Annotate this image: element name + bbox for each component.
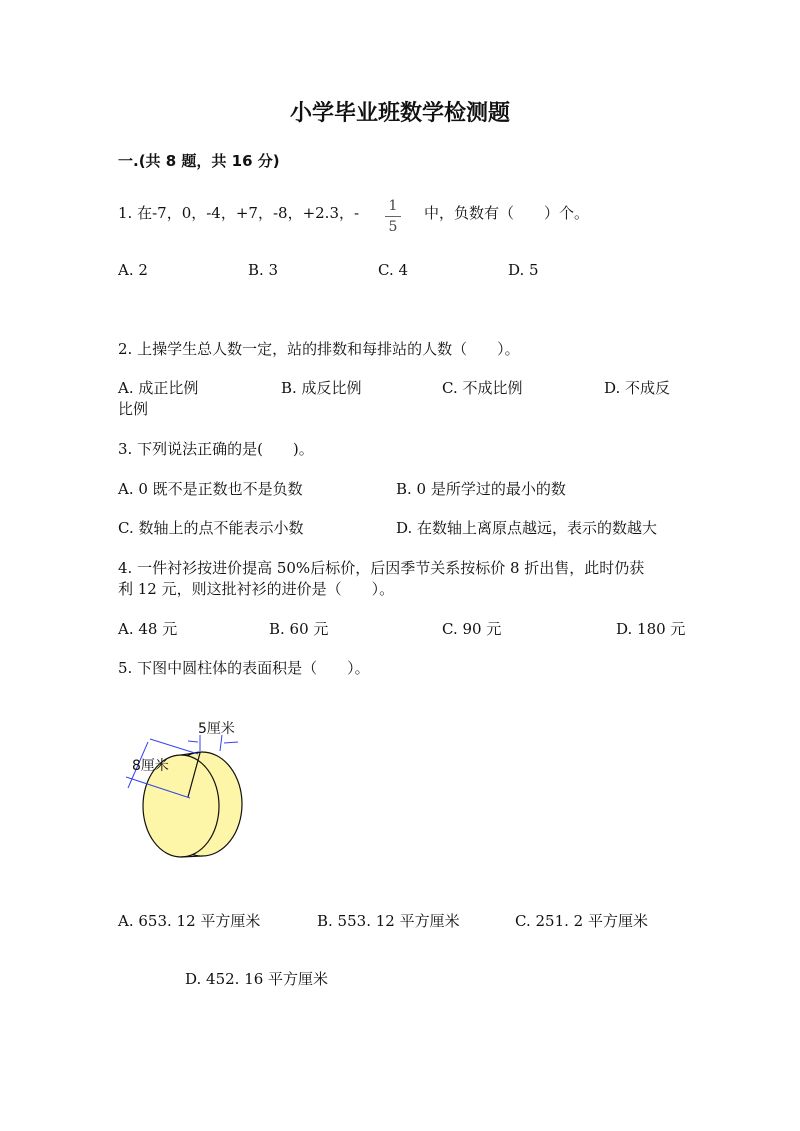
fraction-bar [385,216,401,217]
question-1-option-a[interactable]: A. 2 [118,261,148,279]
question-5-option-d[interactable]: D. 452. 16 平方厘米 [185,970,329,988]
fraction-numerator: 1 [388,198,398,214]
dimension-tick-5cm-right [220,735,222,751]
question-1-fraction [385,198,401,235]
question-4-line-1: 4. 一件衬衫按进价提高 50%后标价，后因季节关系按标价 8 折出售，此时仍获 [118,559,645,577]
fraction-denominator: 5 [388,219,398,235]
question-3-text: 3. 下列说法正确的是( )。 [118,440,314,458]
question-4-option-c[interactable]: C. 90 元 [442,620,502,638]
dimension-arrow-5cm-left [188,741,198,742]
question-1-option-c[interactable]: C. 4 [378,261,409,279]
question-3-option-c[interactable]: C. 数轴上的点不能表示小数 [118,519,304,537]
question-1-option-b[interactable]: B. 3 [248,261,279,279]
question-4-option-b[interactable]: B. 60 元 [269,620,329,638]
label-5cm: 5厘米 [198,721,235,737]
question-3-option-a[interactable]: A. 0 既不是正数也不是负数 [118,480,303,498]
question-4-option-a[interactable]: A. 48 元 [118,620,178,638]
question-1-option-d[interactable]: D. 5 [508,261,539,279]
question-3-option-d[interactable]: D. 在数轴上离原点越远，表示的数越大 [396,519,658,537]
question-1-text-b: 中，负数有（ ）个。 [424,204,590,222]
question-2-option-d[interactable]: D. 不成反 [604,379,671,397]
question-2-option-b[interactable]: B. 成反比例 [281,379,362,397]
section-heading: 一.(共 8 题，共 16 分) [118,152,280,170]
label-8cm: 8厘米 [132,758,169,774]
question-2-option-a[interactable]: A. 成正比例 [118,379,199,397]
question-3-option-b[interactable]: B. 0 是所学过的最小的数 [396,480,566,498]
page-title: 小学毕业班数学检测题 [289,101,510,126]
question-1-text-a: 1. 在-7，0，-4，+7，-8，+2.3，- [118,204,360,222]
question-5-option-b[interactable]: B. 553. 12 平方厘米 [317,912,460,930]
question-2-option-c[interactable]: C. 不成比例 [442,379,523,397]
question-5-option-a[interactable]: A. 653. 12 平方厘米 [118,912,261,930]
question-2-text: 2. 上操学生总人数一定，站的排数和每排站的人数（ ）。 [118,340,520,358]
question-4-option-d[interactable]: D. 180 元 [616,620,686,638]
dimension-arrow-5cm-right [224,742,238,743]
question-4-line-2: 利 12 元，则这批衬衫的进价是（ ）。 [118,580,395,598]
cylinder-figure [118,715,258,865]
question-5-option-c[interactable]: C. 251. 2 平方厘米 [515,912,648,930]
question-2-option-d-wrap: 比例 [118,400,149,418]
question-5-text: 5. 下图中圆柱体的表面积是（ ）。 [118,659,370,677]
